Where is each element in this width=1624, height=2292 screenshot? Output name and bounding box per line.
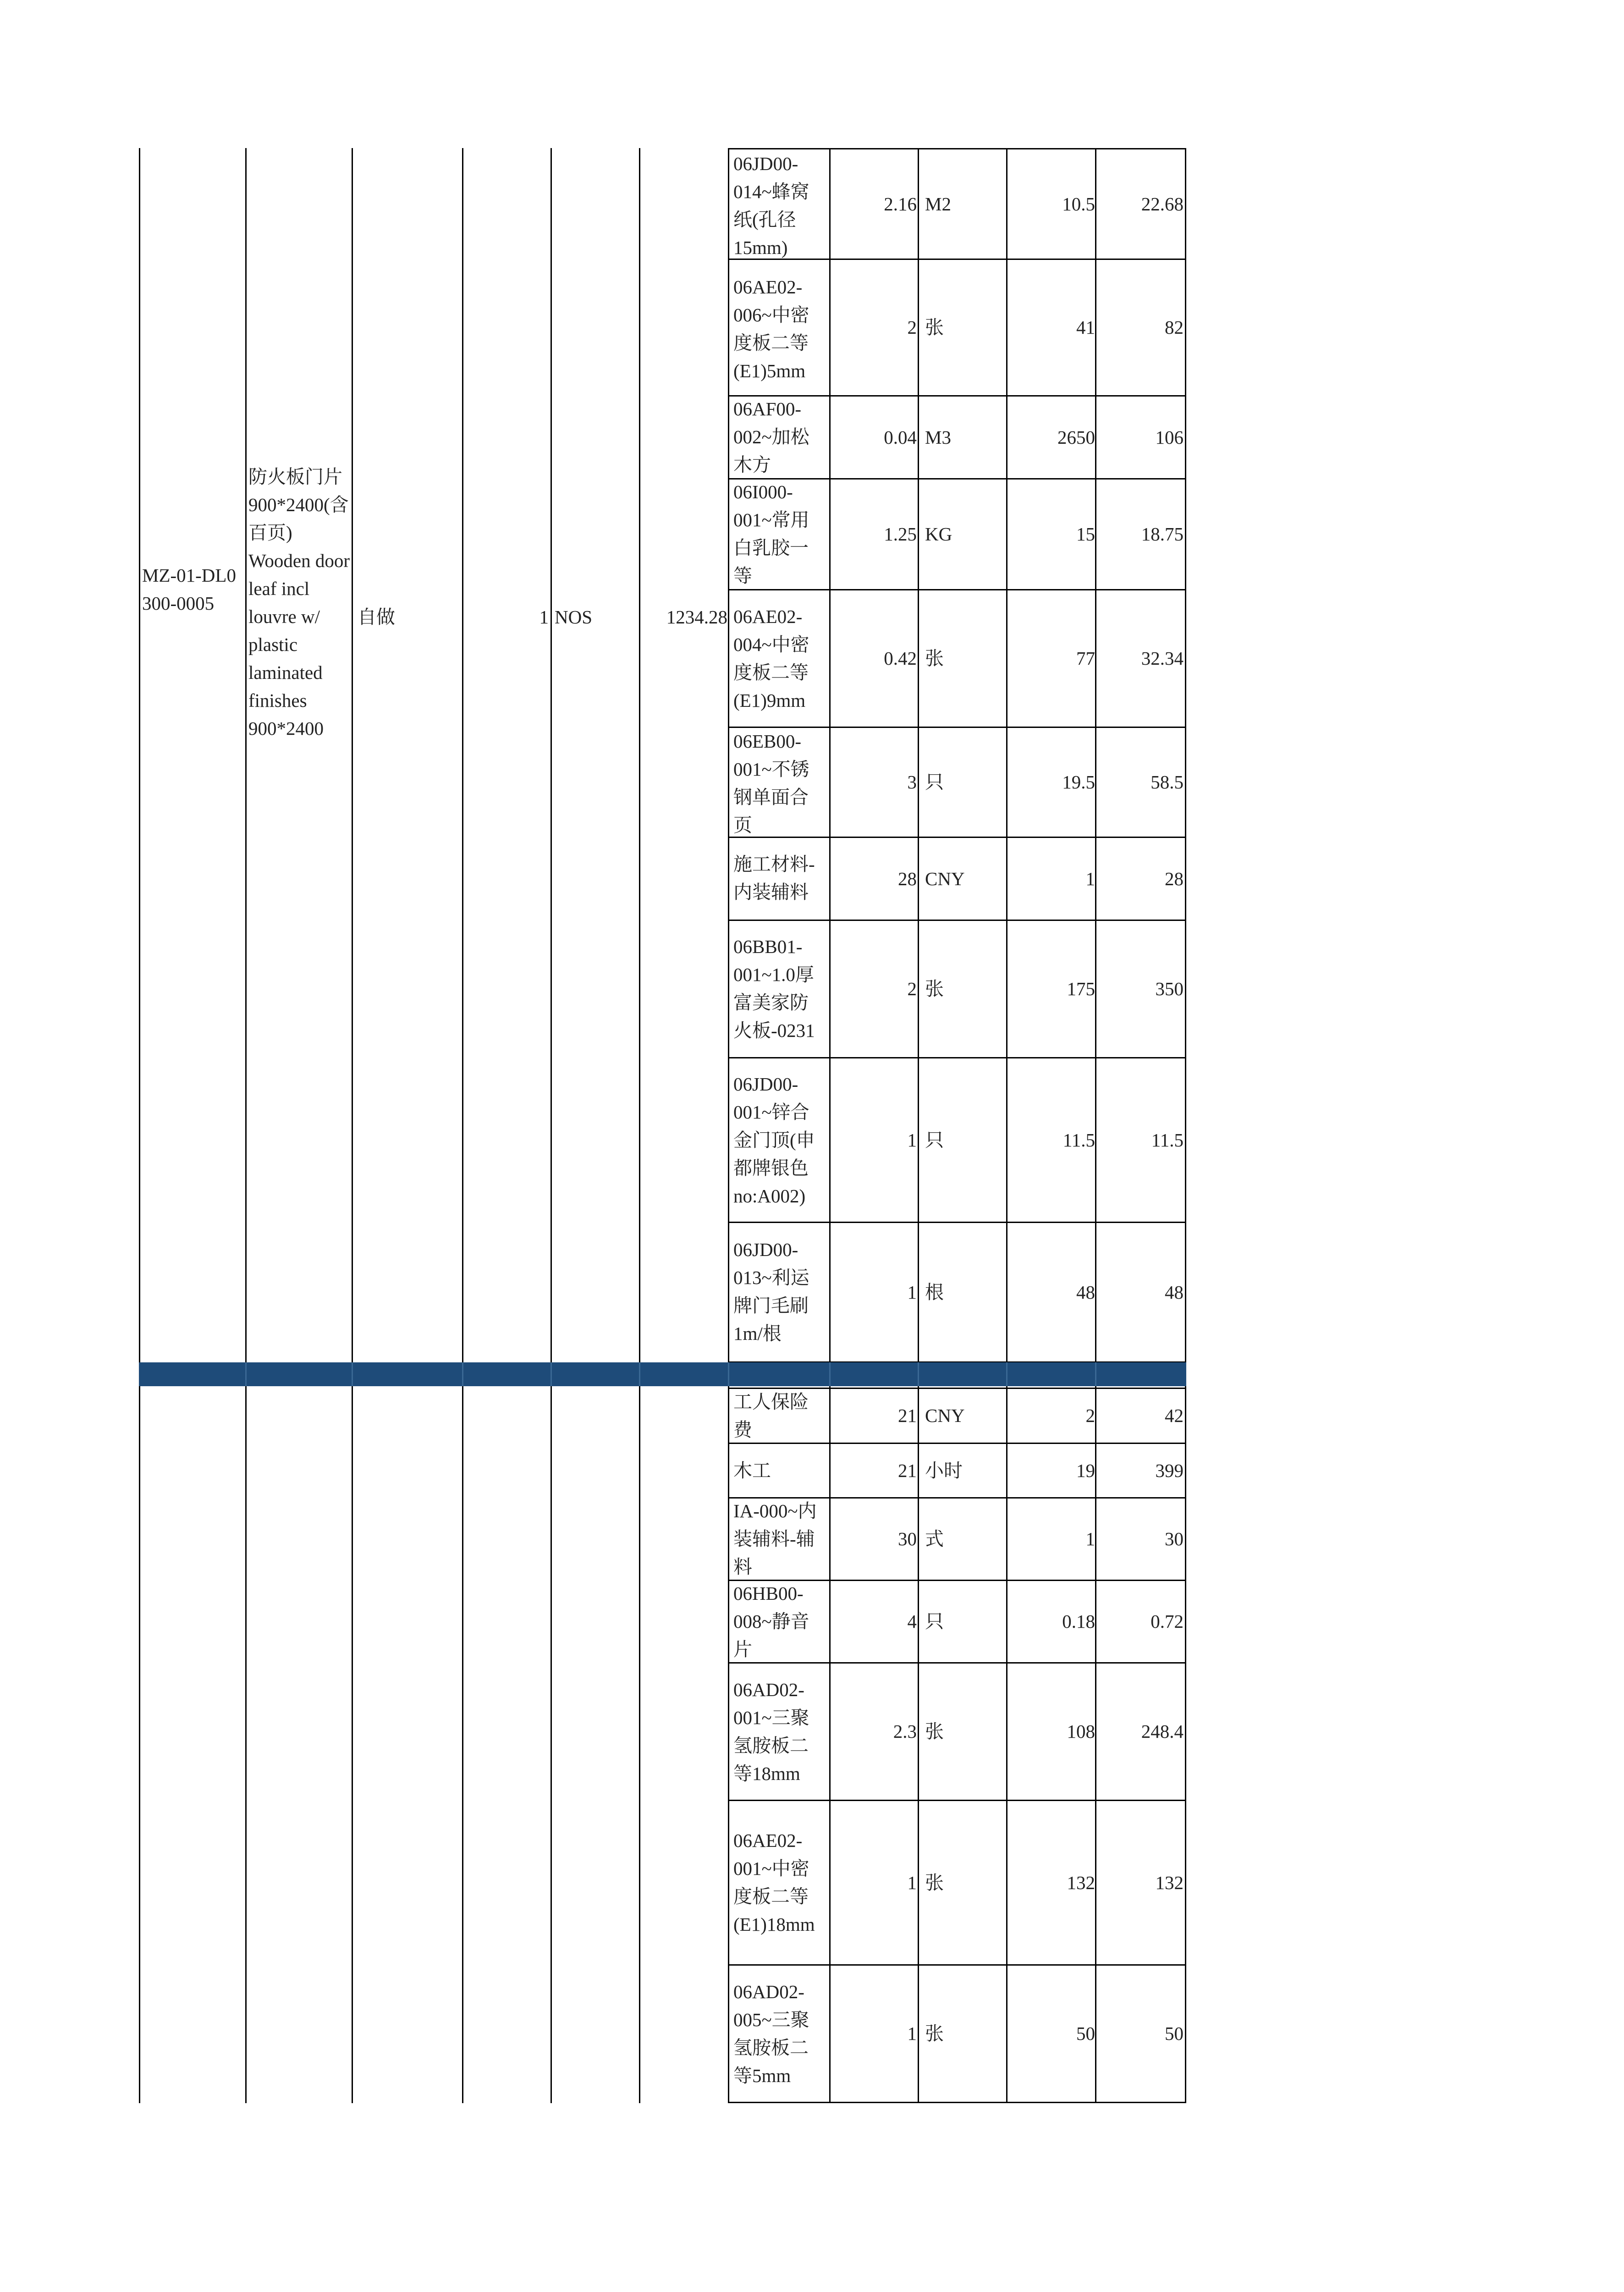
material-amount: 350 [1155, 978, 1184, 999]
material-name: 06AD02-001~三聚氢胺板二等18mm [733, 1679, 809, 1784]
material-unit: CNY [925, 868, 965, 889]
band-divider [245, 1362, 247, 1386]
material-qty: 3 [907, 771, 917, 793]
material-amount: 399 [1155, 1460, 1184, 1481]
material-unit: 只 [925, 1129, 944, 1151]
material-unit: 只 [925, 771, 944, 793]
material-price: 0.18 [1062, 1611, 1095, 1632]
material-price: 132 [1067, 1872, 1095, 1893]
material-name: IA-000~内装辅料-辅料 [733, 1500, 817, 1577]
material-qty: 0.04 [884, 426, 917, 448]
column-divider [639, 148, 640, 2103]
grid-line [728, 148, 729, 2103]
material-amount: 82 [1165, 317, 1184, 338]
material-unit: 张 [925, 978, 944, 999]
item-unit: NOS [555, 606, 593, 628]
material-price: 48 [1076, 1281, 1095, 1303]
material-name: 06HB00-008~静音片 [733, 1583, 809, 1660]
material-amount: 58.5 [1151, 771, 1184, 793]
grid-line [728, 2102, 1186, 2103]
material-name: 06JD00-013~利运牌门毛刷1m/根 [733, 1239, 809, 1344]
band-divider [352, 1362, 353, 1386]
material-amount: 28 [1165, 868, 1184, 889]
material-amount: 32.34 [1141, 648, 1184, 669]
item-description: 防火板门片900*2400(含百页) Wooden door leaf incl louvre w/ plastic laminated finishes 900*2400 [248, 466, 350, 739]
material-qty: 21 [898, 1460, 917, 1481]
band-divider [639, 1362, 640, 1386]
material-name: 06AE02-004~中密度板二等(E1)9mm [733, 606, 809, 711]
material-qty: 1 [907, 1872, 917, 1893]
material-amount: 18.75 [1141, 523, 1184, 545]
material-unit: 张 [925, 1721, 944, 1742]
material-unit: 张 [925, 1872, 944, 1893]
column-divider [352, 148, 353, 2103]
material-price: 41 [1076, 317, 1095, 338]
band-divider [462, 1362, 463, 1386]
item-source: 自做 [358, 606, 395, 628]
material-amount: 132 [1155, 1872, 1184, 1893]
material-name: 06AE02-006~中密度板二等(E1)5mm [733, 276, 809, 381]
material-name: 06AF00-002~加松木方 [733, 398, 809, 475]
material-amount: 11.5 [1151, 1129, 1184, 1151]
band-divider [1095, 1362, 1096, 1386]
material-price: 15 [1076, 523, 1095, 545]
material-unit: 式 [925, 1528, 944, 1549]
material-name: 施工材料-内装辅料 [733, 854, 815, 903]
material-name: 06AD02-005~三聚氢胺板二等5mm [733, 1981, 809, 2086]
material-amount: 48 [1165, 1281, 1184, 1303]
material-qty: 2 [907, 317, 917, 338]
material-unit: KG [925, 523, 952, 545]
material-amount: 30 [1165, 1528, 1184, 1549]
material-qty: 2.3 [893, 1721, 917, 1742]
material-name: 06AE02-001~中密度板二等(E1)18mm [733, 1830, 815, 1935]
material-amount: 106 [1155, 426, 1184, 448]
material-price: 108 [1067, 1721, 1095, 1742]
column-divider [462, 148, 463, 2103]
material-price: 1 [1085, 868, 1095, 889]
material-price: 1 [1085, 1528, 1095, 1549]
section-separator-band [139, 1362, 1186, 1386]
material-amount: 50 [1165, 2023, 1184, 2044]
column-divider [139, 148, 140, 2103]
material-unit: 只 [925, 1611, 944, 1632]
material-unit: 张 [925, 648, 944, 669]
band-divider [551, 1362, 552, 1386]
material-price: 50 [1076, 2023, 1095, 2044]
band-divider [1006, 1362, 1007, 1386]
material-name: 06JD00-001~锌合金门顶(申都牌银色no:A002) [733, 1074, 815, 1207]
material-price: 10.5 [1062, 193, 1095, 215]
material-qty: 1.25 [884, 523, 917, 545]
material-amount: 0.72 [1151, 1611, 1184, 1632]
material-unit: 小时 [925, 1460, 963, 1481]
material-qty: 1 [907, 2023, 917, 2044]
band-divider [829, 1362, 831, 1386]
material-name: 工人保险费 [733, 1391, 809, 1440]
material-price: 77 [1076, 648, 1095, 669]
material-unit: 张 [925, 2023, 944, 2044]
material-name: 06EB00-001~不锈钢单面合页 [733, 731, 809, 836]
material-unit: M3 [925, 426, 951, 448]
material-price: 2650 [1057, 426, 1095, 448]
material-price: 175 [1067, 978, 1095, 999]
material-qty: 30 [898, 1528, 917, 1549]
material-name: 06JD00-014~蜂窝纸(孔径15mm) [733, 153, 809, 258]
material-name: 06BB01-001~1.0厚富美家防火板-0231 [733, 936, 815, 1041]
material-price: 2 [1085, 1405, 1095, 1426]
material-qty: 1 [907, 1281, 917, 1303]
item-total: 1234.28 [666, 606, 727, 628]
material-price: 19 [1076, 1460, 1095, 1481]
material-name: 木工 [733, 1460, 771, 1481]
material-amount: 22.68 [1141, 193, 1184, 215]
material-unit: M2 [925, 193, 951, 215]
band-divider [728, 1362, 729, 1386]
material-qty: 1 [907, 1129, 917, 1151]
material-price: 19.5 [1062, 771, 1095, 793]
material-qty: 2 [907, 978, 917, 999]
material-price: 11.5 [1062, 1129, 1095, 1151]
material-qty: 21 [898, 1405, 917, 1426]
material-amount: 42 [1165, 1405, 1184, 1426]
material-qty: 0.42 [884, 648, 917, 669]
item-quantity: 1 [539, 606, 549, 628]
material-unit: 张 [925, 317, 944, 338]
material-name: 06I000-001~常用白乳胶一等 [733, 481, 809, 586]
material-qty: 4 [907, 1611, 917, 1632]
material-amount: 248.4 [1141, 1721, 1184, 1742]
column-divider [245, 148, 247, 2103]
grid-line [728, 148, 1186, 149]
material-qty: 2.16 [884, 193, 917, 215]
column-divider [551, 148, 552, 2103]
material-unit: CNY [925, 1405, 965, 1426]
material-qty: 28 [898, 868, 917, 889]
item-code: MZ-01-DL0300-0005 [142, 565, 236, 614]
band-divider [918, 1362, 919, 1386]
material-unit: 根 [925, 1281, 944, 1303]
